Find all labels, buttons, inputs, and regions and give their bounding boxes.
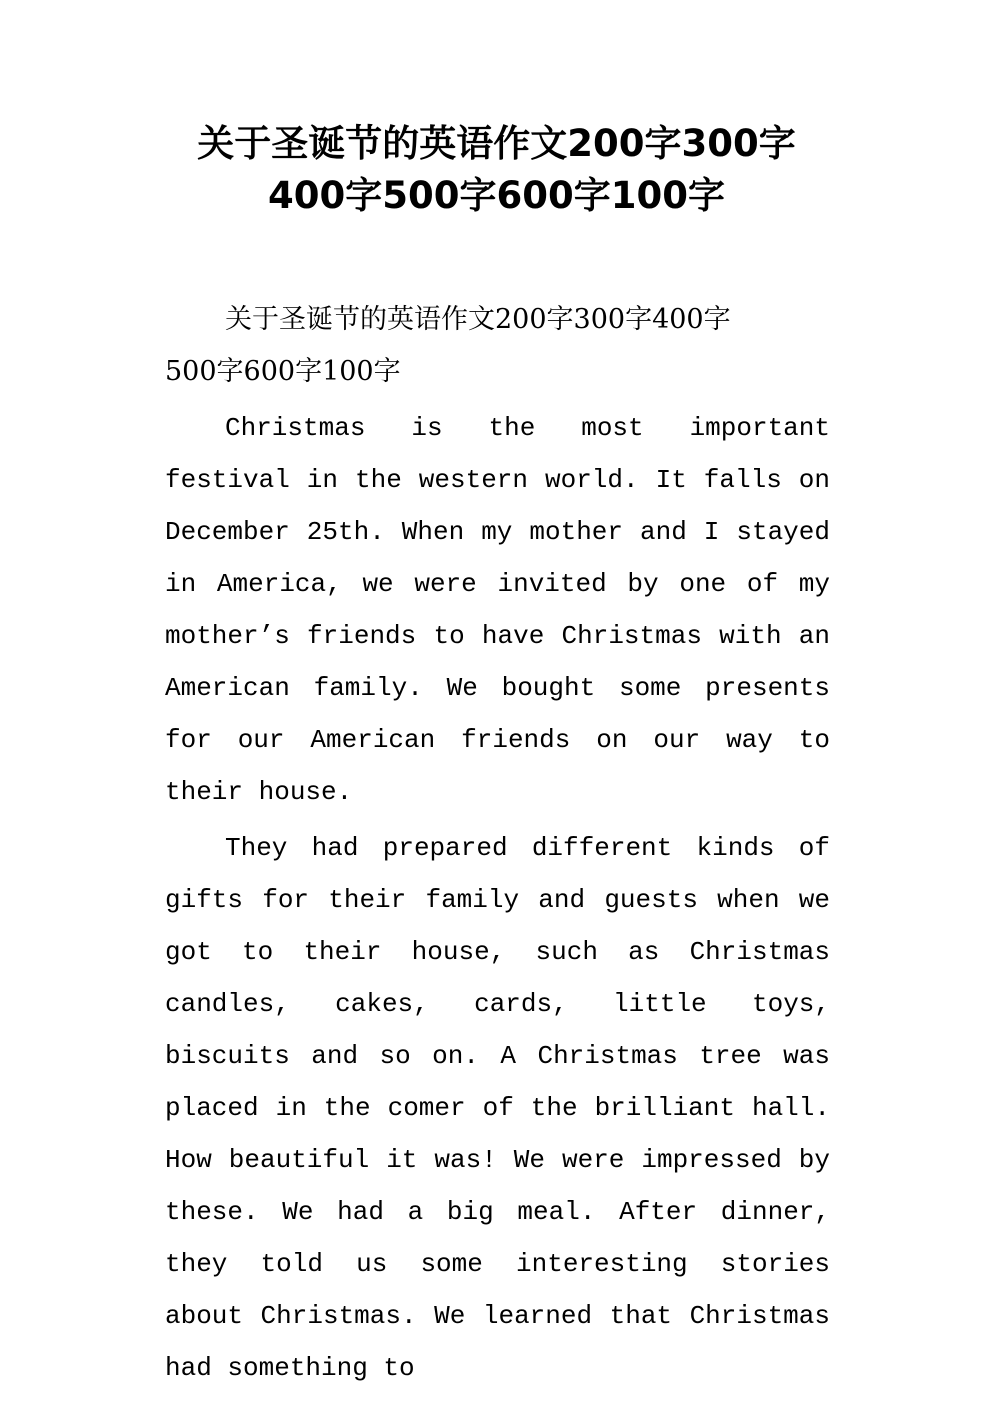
document-subtitle [165,294,830,398]
title-line-2: 400字500字600字100字 [268,174,725,217]
document-title [0,118,993,222]
subtitle-line-1: 关于圣诞节的英语作文200字300字400字 [225,304,731,335]
body-paragraph-2: They had prepared different kinds of gifts for their family and guests when we got to their house, such as Christmas candles, cakes, cards, little toys, biscuits and so on. A Christmas tree was placed in the comer of the brilliant hall. How beautiful it was! We were impressed by these. We had a big meal. After dinner, they told us some interesting stories about Christmas. We learned that Christmas had something to [165,833,830,1383]
document-body [165,294,830,1394]
subtitle-line-2: 500字600字100字 [165,356,401,387]
title-line-1: 关于圣诞节的英语作文200字300字 [197,122,796,165]
body-paragraph-1: Christmas is the most important festival in the western world. It falls on December 25th. When my mother and I stayed in America, we were invited by one of my mother’s friends to have Christmas with an American family. We bought some presents for our American friends on our way to their house. [165,413,830,807]
